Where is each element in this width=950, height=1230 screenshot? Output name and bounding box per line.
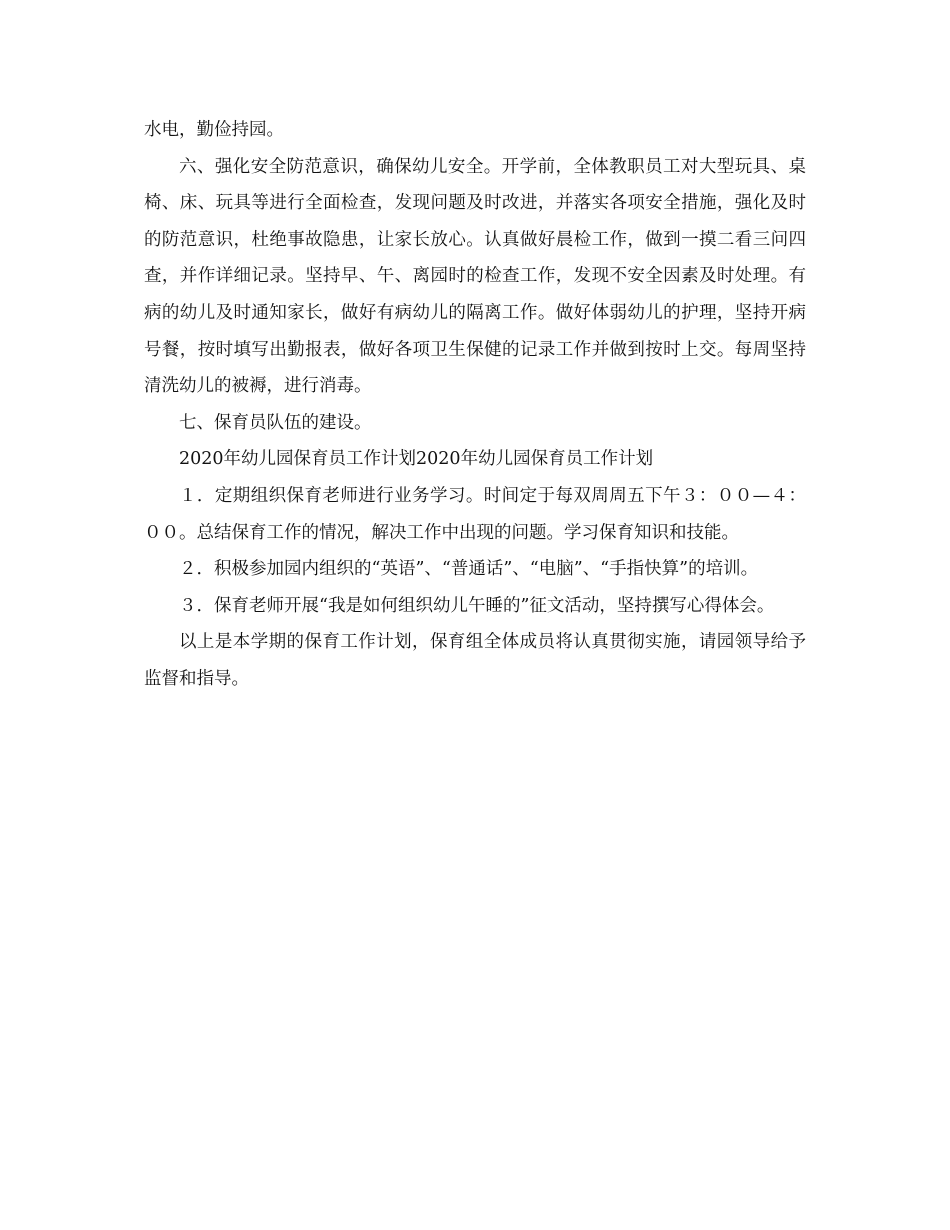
- paragraph-item-1: １．定期组织保育老师进行业务学习。时间定于每双周周五下午３：００—４：００。总结保育工作的情况，解决工作中出现的问题。学习保育知识和技能。: [144, 485, 806, 543]
- paragraph-continuation: 水电，勤俭持园。: [144, 120, 284, 140]
- paragraph-item-3: ３．保育老师开展“我是如何组织幼儿午睡的”征文活动，坚持撰写心得体会。: [179, 595, 775, 616]
- document-body: [144, 112, 806, 698]
- paragraph-conclusion: 以上是本学期的保育工作计划，保育组全体成员将认真贯彻实施，请园领导给予监督和指导。: [144, 632, 806, 689]
- paragraph-plan-title: 2020年幼儿园保育员工作计划2020年幼儿园保育员工作计划: [179, 449, 654, 470]
- paragraph-safety: 六、强化安全防范意识，确保幼儿安全。开学前，全体教职员工对大型玩具、桌椅、床、玩具等进行全面检查，发现问题及时改进，并落实各项安全措施，强化及时的防范意识，杜绝事故隐患，让家长放心。认真做好晨检工作，做到一摸二看三问四查，并作详细记录。坚持早、午、离园时的检查工作，发现不安全因素及时处理。有病的幼儿及时通知家长，做好有病幼儿的隔离工作。做好体弱幼儿的护理，坚持开病号餐，按时填写出勤报表，做好各项卫生保健的记录工作并做到按时上交。每周坚持清洗幼儿的被褥，进行消毒。: [144, 156, 806, 397]
- paragraph-team-heading: 七、保育员队伍的建设。: [179, 412, 372, 433]
- paragraph-item-2: ２．积极参加园内组织的“英语”、“普通话”、“电脑”、“手指快算”的培训。: [179, 559, 759, 580]
